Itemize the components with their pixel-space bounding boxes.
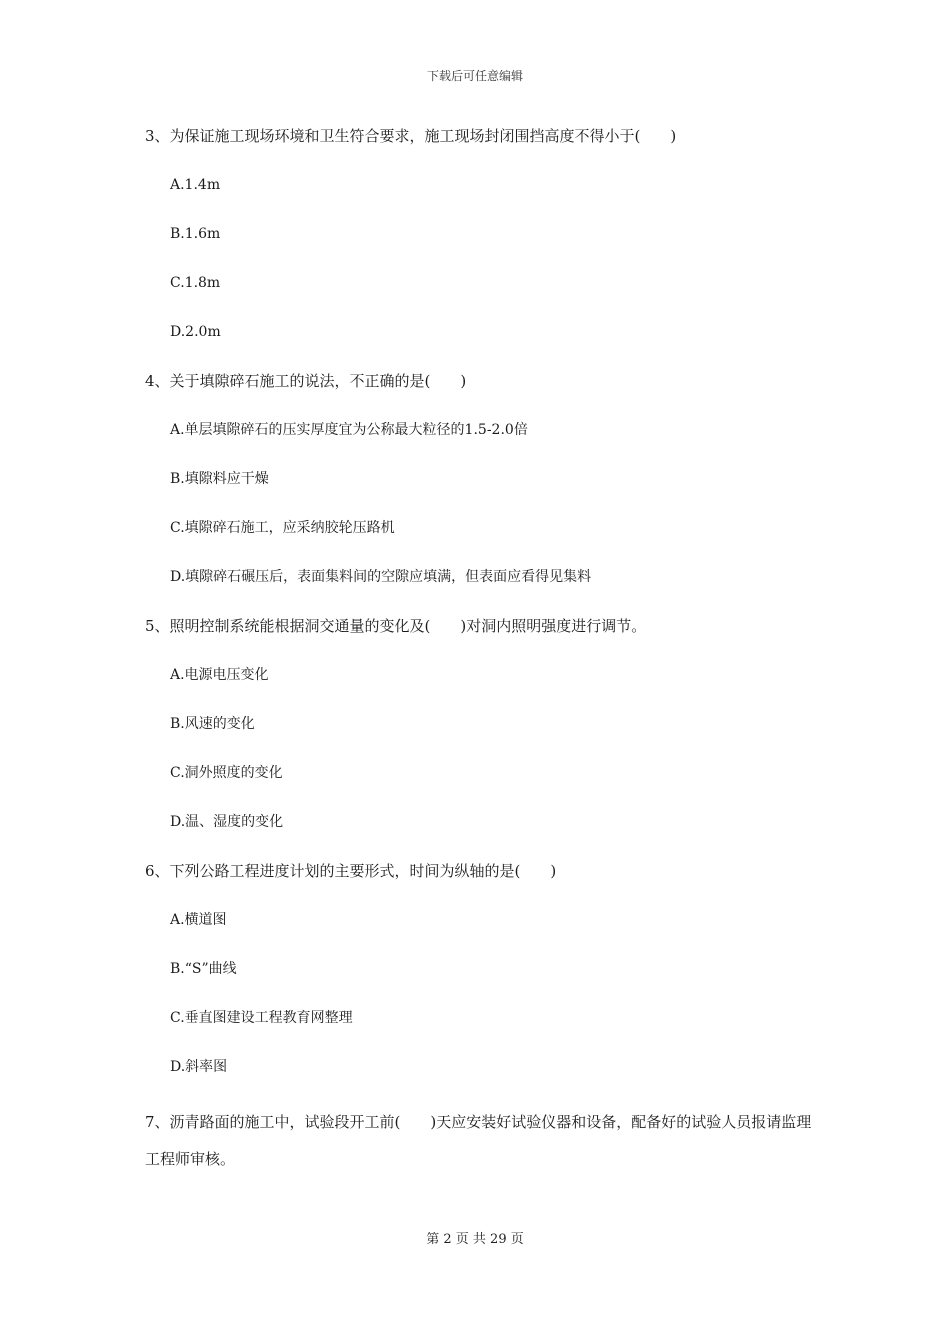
option-item: D.温、湿度的变化 [170, 814, 284, 830]
option-item: B.1.6m [170, 226, 221, 242]
page-footer: 第 2 页 共 29 页 [426, 1232, 524, 1247]
question-stem: 6、下列公路工程进度计划的主要形式，时间为纵轴的是( ) [145, 862, 557, 880]
question-list [145, 124, 825, 1178]
option-item: A.横道图 [170, 912, 227, 928]
option-item: C.洞外照度的变化 [170, 765, 283, 781]
option-item: C.1.8m [170, 275, 221, 291]
option-item: D.2.0m [170, 324, 221, 340]
option-item: B.风速的变化 [170, 716, 255, 732]
question-stem: 3、为保证施工现场环境和卫生符合要求，施工现场封闭围挡高度不得小于( ) [145, 127, 677, 145]
question-stem: 4、关于填隙碎石施工的说法，不正确的是( ) [145, 372, 467, 390]
option-item: D.斜率图 [170, 1059, 228, 1075]
question-stem: 7、沥青路面的施工中，试验段开工前( )天应安装好试验仪器和设备，配备好的试验人员报请监理工程师审核。 [145, 1113, 812, 1168]
option-item: A.1.4m [170, 177, 221, 193]
option-item: B.填隙料应干燥 [170, 471, 269, 487]
option-item: C.填隙碎石施工，应采纳胶轮压路机 [170, 520, 395, 536]
page-header: 下载后可任意编辑 [426, 69, 523, 83]
option-item: C.垂直图建设工程教育网整理 [170, 1010, 353, 1026]
option-item: D.填隙碎石碾压后，表面集料间的空隙应填满，但表面应看得见集料 [170, 569, 592, 585]
option-item: A.单层填隙碎石的压实厚度宜为公称最大粒径的1.5-2.0倍 [170, 422, 528, 438]
option-item: A.电源电压变化 [170, 667, 269, 683]
question-stem: 5、照明控制系统能根据洞交通量的变化及( )对洞内照明强度进行调节。 [145, 617, 647, 635]
option-item: B.“S”曲线 [170, 961, 237, 977]
